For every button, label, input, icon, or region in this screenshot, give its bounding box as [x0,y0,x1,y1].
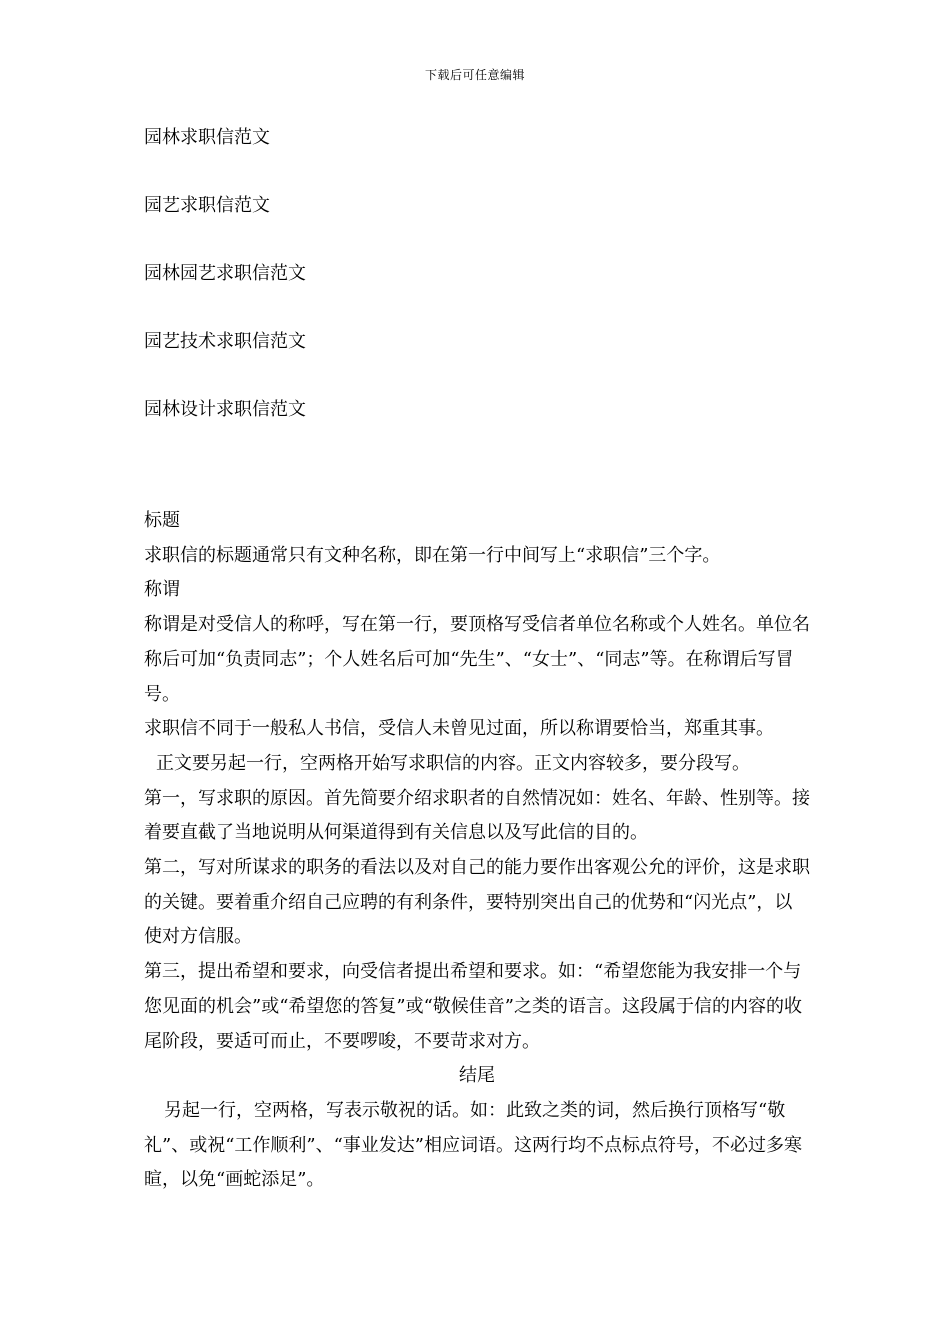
related-title-item: 园林设计求职信范文 [144,399,306,420]
point-two-paragraph: 第二，写对所谋求的职务的看法以及对自己的能力要作出客观公允的评价，这是求职的关键。要着重介绍自己应聘的有利条件，要特别突出自己的优势和“闪光点”，以使对方信服。 [144,857,810,948]
related-titles-list [144,126,824,466]
salutation-paragraph: 称谓是对受信人的称呼，写在第一行，要顶格写受信者单位名称或个人姓名。单位名称后可加“负责同志”；个人姓名后可加“先生”、“女士”、“同志”等。在称谓后写冒号。 [144,614,810,705]
related-title-item: 园林园艺求职信范文 [144,263,306,284]
main-intro-paragraph: 正文要另起一行，空两格开始写求职信的内容。正文内容较多，要分段写。 [156,752,750,774]
salutation-note-paragraph: 求职信不同于一般私人书信，受信人未曾见过面，所以称谓要恰当，郑重其事。 [144,718,774,740]
section-heading-title: 标题 [144,510,180,531]
point-three-paragraph: 第三，提出希望和要求，向受信者提出希望和要求。如：“希望您能为我安排一个与您见面的机会”或“希望您的答复”或“敬候佳音”之类的语言。这段属于信的内容的收尾阶段，要适可而止，不要啰唆，不要苛求对方。 [144,961,803,1052]
related-title-item: 园艺技术求职信范文 [144,331,306,352]
title-paragraph: 求职信的标题通常只有文种名称，即在第一行中间写上“求职信”三个字。 [144,544,721,566]
point-one-paragraph: 第一，写求职的原因。首先简要介绍求职者的自然情况如：姓名、年龄、性别等。接着要直截了当地说明从何渠道得到有关信息以及写此信的目的。 [144,787,810,844]
page-header: 下载后可任意编辑 [424,68,525,82]
section-heading-salutation: 称谓 [144,579,180,601]
related-title-item: 园林求职信范文 [144,127,270,148]
section-heading-ending: 结尾 [459,1065,495,1087]
document-body [144,504,810,1198]
ending-paragraph: 另起一行，空两格，写表示敬祝的话。如：此致之类的词，然后换行顶格写“敬礼”、或祝“工作顺利”、“事业发达”相应词语。这两行均不点标点符号，不必过多寒暄，以免“画蛇添足”。 [144,1099,803,1191]
related-title-item: 园艺求职信范文 [144,195,270,216]
